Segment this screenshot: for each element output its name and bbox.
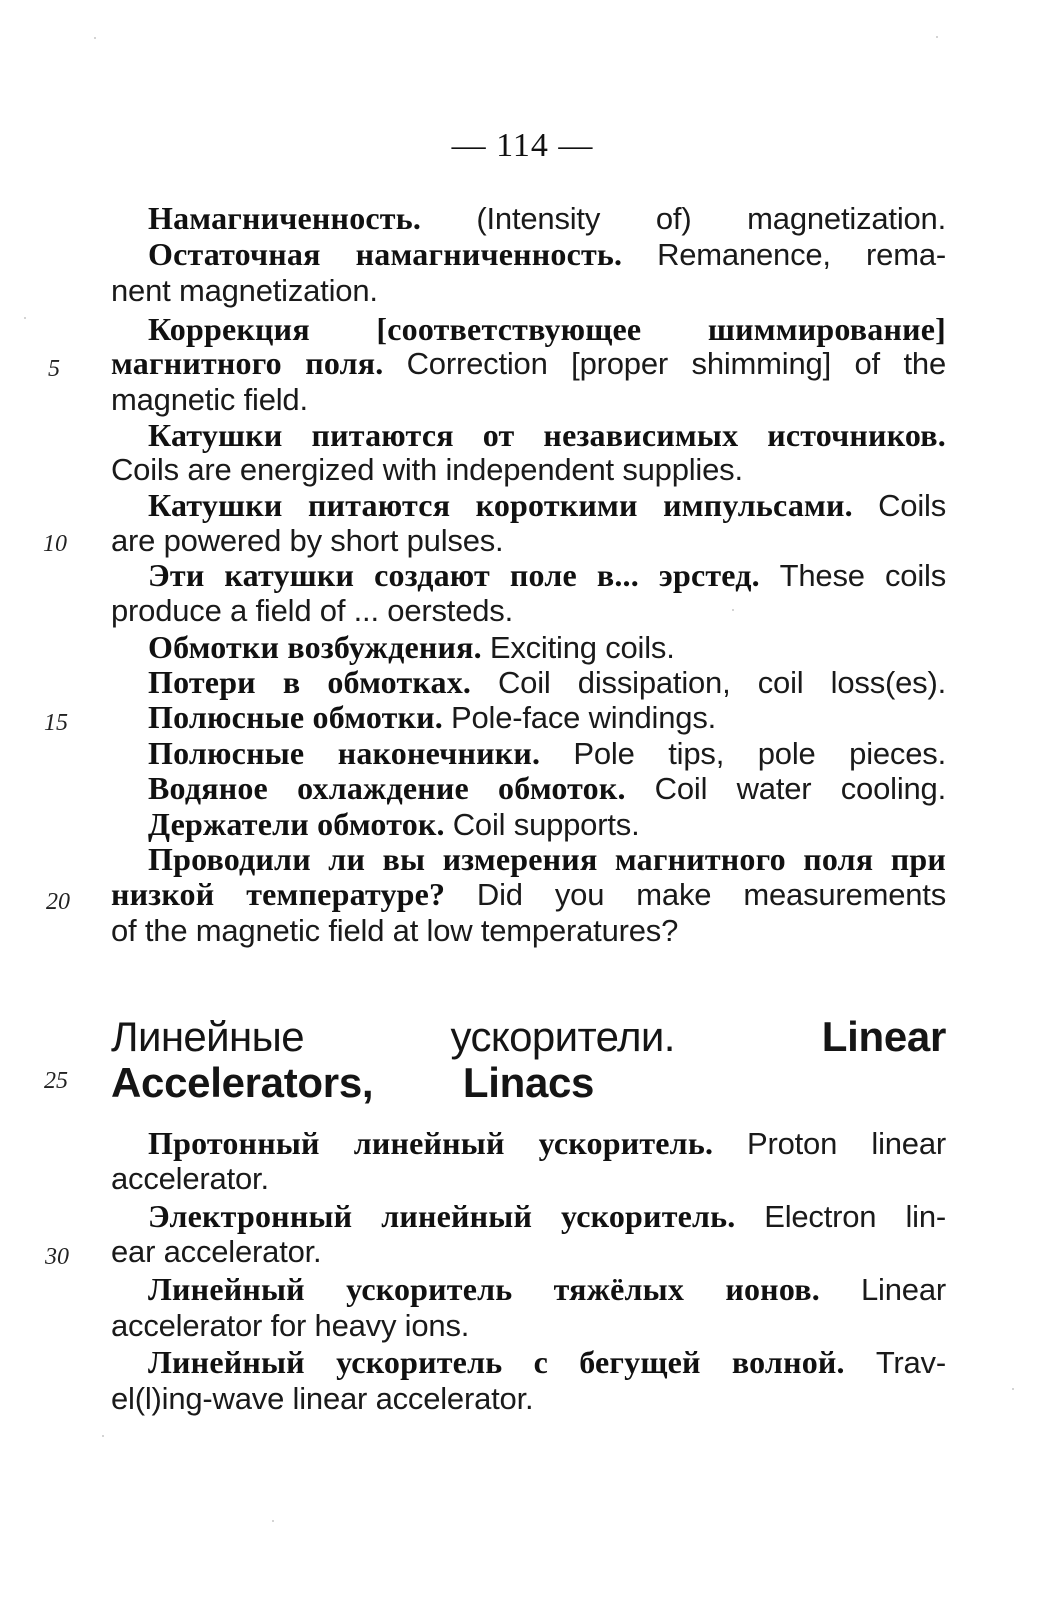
entry-ru: Эти катушки создают поле в... эрстед. [148,557,760,593]
page-number [0,126,1045,166]
entry-ru: Потери в обмотках. [148,664,472,700]
entry-ru: Протонный линейный ускоритель. [148,1125,714,1161]
section-entry-line [148,1125,946,1165]
entry-en: Exciting coils. [489,630,675,665]
line-marker-20: 20 [46,889,70,915]
entry-line [148,629,946,669]
entry-line [148,735,946,775]
section-entry-line [148,1271,946,1311]
print-speck [102,1435,104,1437]
entry-cont: produce a field of ... oersteds. [111,593,514,628]
print-speck [94,37,96,39]
entry-ru: Коррекция [соответствующее шиммирование] [148,311,946,347]
entry-ru: Водяное охлаждение обмоток. [148,770,626,806]
entry-en: Coil water cooling. [654,771,947,806]
entry-ru: Обмотки возбуждения. [148,629,482,665]
print-speck [272,1520,274,1522]
section-entry-continuation [111,1160,946,1200]
entry-continuation [111,522,946,562]
entry-en: Linear [861,1272,946,1307]
print-speck [24,317,26,319]
entry-ru: Катушки питаются короткими импульсами. [148,487,853,523]
section-title-ru: Линейные ускорители. [111,1013,675,1060]
line-marker-30: 30 [45,1244,69,1270]
entry-line [148,806,946,846]
entry-line [148,487,946,527]
section-entry-continuation [111,1307,946,1347]
entry-ru-cont: низкой температуре? [111,876,446,912]
section-entry-line [148,1198,946,1238]
entry-ru: Держатели обмоток. [148,806,445,842]
entry-en: Pole tips, pole pieces. [573,736,946,771]
section-entry-continuation [111,1380,946,1420]
entry-cont: accelerator for heavy ions. [111,1308,470,1343]
entry-ru: Остаточная намагниченность. [148,236,623,272]
entry-continuation [111,451,946,491]
entry-en: Remanence, rema- [657,237,947,272]
line-marker-25: 25 [44,1068,68,1094]
entry-cont: magnetic field. [111,382,308,417]
entry-en: Did you make measurements [476,877,946,912]
entry-en: Proton linear [746,1126,946,1161]
entry-line [111,876,946,916]
entry-en: Coil supports. [452,807,640,842]
line-marker-10: 10 [43,531,67,557]
entry-cont: are powered by short pulses. [111,523,504,558]
entry-ru: Полюсные наконечники. [148,735,541,771]
entry-ru: Электронный линейный ускоритель. [148,1198,736,1234]
section-title-en: Linear Accelerators, [111,1013,946,1106]
entry-en: Coil dissipation, coil loss(es). [497,665,947,700]
print-speck [732,609,734,611]
entry-en: Correction [proper shimming] of the [406,346,947,381]
section-entry-line [148,1344,946,1384]
line-marker-5: 5 [48,356,60,382]
entry-ru: Линейный ускоритель тяжёлых ионов. [148,1271,820,1307]
entry-ru: Намагниченность. [148,200,422,236]
entry-cont: nent magnetization. [111,273,378,308]
entry-ru-cont: магнитного поля. [111,345,384,381]
entry-line [148,770,946,810]
entry-line [148,557,946,597]
entry-continuation [111,272,946,312]
entry-en: Electron lin- [764,1199,947,1234]
entry-ru: Катушки питаются от независимых источников. [148,417,946,453]
print-speck [936,36,938,38]
entry-en: Coils [878,488,946,523]
entry-cont: of the magnetic field at low temperatures? [111,913,679,948]
page-number-text: — 114 — [451,127,594,164]
entry-ru: Линейный ускоритель с бегущей волной. [148,1344,845,1380]
entry-en: Coils are energized with independent supplies. [111,452,743,487]
entry-ru: Полюсные обмотки. [148,699,444,735]
entry-cont: ear accelerator. [111,1234,322,1269]
entry-line [148,841,946,881]
line-marker-15: 15 [44,710,68,736]
entry-continuation [111,912,946,952]
print-speck [1012,1388,1014,1390]
entry-line [148,664,946,704]
entry-en: These coils [779,558,947,593]
entry-en: (Intensity of) magnetization. [476,201,947,236]
entry-line [111,345,946,385]
entry-continuation [111,592,946,632]
entry-ru: Проводили ли вы измерения магнитного поля при [148,841,946,877]
entry-en: Trav- [875,1345,946,1380]
entry-line [148,236,946,276]
entry-cont: el(l)ing-wave linear accelerator. [111,1381,534,1416]
entry-cont: accelerator. [111,1161,269,1196]
entry-en: Pole-face windings. [451,700,717,735]
section-heading-line2 [111,1060,946,1106]
section-title-en-cont: Linacs [462,1059,595,1106]
entry-line [148,699,946,739]
entry-continuation [111,381,946,421]
entry-line [148,200,946,240]
section-entry-continuation [111,1233,946,1273]
